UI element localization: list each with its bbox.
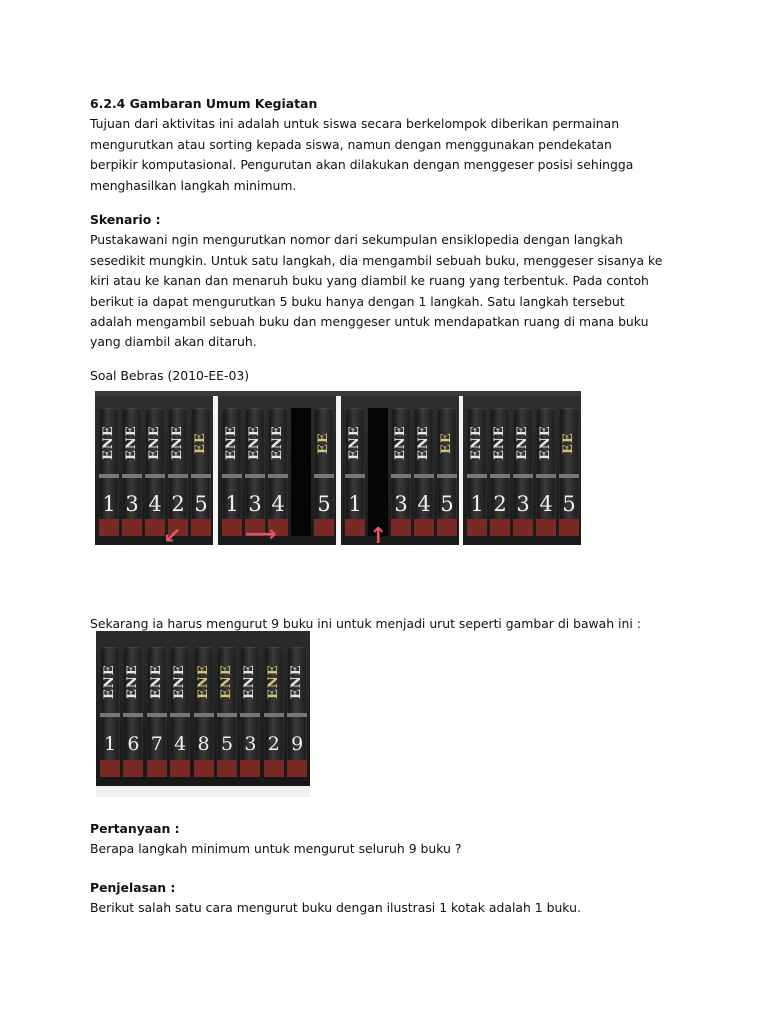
book-number: 2 [267, 733, 280, 755]
empty-slot [291, 408, 311, 536]
book-spine [345, 408, 365, 536]
spine-word: EE [316, 432, 331, 454]
spine-base [314, 519, 334, 536]
spine-word: ENE [224, 425, 239, 461]
book-spine [191, 408, 211, 536]
skenario-line: sesedikit mungkin. Untuk satu langkah, dia mengambil sebuah buku, menggeser sisanya ke [90, 252, 663, 268]
pertanyaan-text: Berapa langkah minimum untuk mengurut seluruh 9 buku ? [90, 841, 462, 857]
book-number: 3 [125, 492, 139, 516]
example-panel [463, 396, 581, 545]
spine-band [536, 474, 556, 478]
penjelasan-section [90, 878, 678, 919]
example-panel [95, 396, 213, 545]
book-spine [147, 647, 167, 777]
spine-word: ENE [195, 664, 211, 700]
spine-base [391, 519, 411, 536]
book-number: 1 [348, 492, 362, 516]
book-spine [467, 408, 487, 536]
spine-band [559, 474, 579, 478]
spine-base [513, 519, 533, 536]
book-number: 4 [148, 492, 162, 516]
spine-band [245, 474, 265, 478]
intro-line: berpikir komputasional. Pengurutan akan dilakukan dengan menggeser posisi sehingga [90, 157, 634, 173]
penjelasan-text: Berikut salah satu cara mengurut buku dengan ilustrasi 1 kotak adalah 1 buku. [90, 900, 581, 916]
spine-word: ENE [416, 425, 431, 461]
book-spine [314, 408, 334, 536]
intro-line: Tujuan dari aktivitas ini adalah untuk siswa secara berkelompok diberikan permainan [90, 116, 620, 132]
spine-band [490, 474, 510, 478]
intro-line: mengurutkan atau sorting kepada siswa, namun dengan menggunakan pendekatan [90, 136, 612, 152]
spine-word: EE [561, 432, 576, 454]
spine-word: EE [193, 432, 208, 454]
book-spine [245, 408, 265, 536]
book-spine [240, 647, 260, 777]
spine-word: ENE [242, 664, 258, 700]
spine-band [314, 474, 334, 478]
spine-base [123, 760, 143, 777]
spine-band [467, 474, 487, 478]
skenario-line: kiri atau ke kanan dan menaruh buku yang diambil ke ruang yang terbentuk. Pada contoh [90, 273, 649, 289]
spine-band [145, 474, 165, 478]
spine-band [168, 474, 188, 478]
spine-band [268, 474, 288, 478]
book-spine [536, 408, 556, 536]
spine-band [99, 474, 119, 478]
spine-word: ENE [148, 664, 164, 700]
penjelasan-heading: Penjelasan : [90, 880, 176, 895]
spine-base [222, 519, 242, 536]
book-spine [122, 408, 142, 536]
spine-word: ENE [101, 425, 116, 461]
spine-base [536, 519, 556, 536]
spine-band [123, 713, 143, 717]
spine-word: ENE [515, 425, 530, 461]
spine-band [217, 713, 237, 717]
spine-word: ENE [469, 425, 484, 461]
section-heading: 6.2.4 Gambaran Umum Kegiatan [90, 96, 318, 111]
nine-books-shelf [96, 631, 310, 786]
spine-word: ENE [289, 664, 305, 700]
nine-books-image [96, 631, 310, 797]
spine-band [222, 474, 242, 478]
book-number: 8 [197, 733, 210, 755]
spine-word: ENE [265, 664, 281, 700]
spine-band [437, 474, 457, 478]
spine-word: ENE [172, 664, 188, 700]
book-number: 1 [102, 492, 116, 516]
example-panel [341, 396, 459, 545]
book-spine [100, 647, 120, 777]
empty-slot [368, 408, 388, 536]
spine-word: ENE [538, 425, 553, 461]
book-spine [437, 408, 457, 536]
spine-band [122, 474, 142, 478]
spine-word: ENE [124, 425, 139, 461]
book-number: 3 [516, 492, 530, 516]
spine-word: ENE [219, 664, 234, 700]
spine-base [559, 519, 579, 536]
spine-word: ENE [492, 425, 507, 461]
spine-base [490, 519, 510, 536]
spine-word: ENE [247, 425, 262, 461]
book-number: 1 [470, 492, 484, 516]
book-number: 2 [171, 492, 185, 516]
spine-band [170, 713, 190, 717]
spine-band [414, 474, 434, 478]
spine-base [122, 519, 142, 536]
spine-band [100, 713, 120, 717]
book-spine [264, 647, 284, 777]
book-number: 4 [271, 492, 285, 516]
intro-section [90, 94, 678, 196]
soal-label [90, 366, 678, 386]
spine-base [217, 760, 237, 777]
spine-band [191, 474, 211, 478]
skenario-line: adalah mengambil sebuah buku dan menggeser untuk mendapatkan ruang di mana buku [90, 314, 649, 330]
spine-word: ENE [270, 425, 285, 461]
book-spine [391, 408, 411, 536]
book-number: 3 [394, 492, 408, 516]
spine-base [437, 519, 457, 536]
example-panel [218, 396, 336, 545]
spine-band [240, 713, 260, 717]
book-number: 5 [194, 492, 208, 516]
book-number: 3 [248, 492, 262, 516]
spine-base [414, 519, 434, 536]
spine-band [345, 474, 365, 478]
skenario-line: yang diambil akan ditaruh. [90, 334, 257, 350]
book-spine [123, 647, 143, 777]
skenario-line: Pustakawani ngin mengurutkan nomor dari sekumpulan ensiklopedia dengan langkah [90, 232, 623, 248]
spine-word: ENE [170, 425, 185, 461]
book-spine [268, 408, 288, 536]
book-spine [414, 408, 434, 536]
spine-band [147, 713, 167, 717]
spine-base [264, 760, 284, 777]
book-number: 1 [225, 492, 239, 516]
spine-base [287, 760, 307, 777]
book-number: 9 [291, 733, 304, 755]
spine-band [264, 713, 284, 717]
book-number: 4 [174, 733, 187, 755]
book-spine [287, 647, 307, 777]
move-arrow-icon: ↑ [369, 524, 388, 549]
spine-word: ENE [102, 664, 117, 700]
book-number: 2 [493, 492, 507, 516]
spine-band [194, 713, 214, 717]
move-arrow-icon: ⟶ [245, 522, 277, 547]
book-number: 4 [539, 492, 553, 516]
book-spine [513, 408, 533, 536]
spine-band [391, 474, 411, 478]
book-spine [194, 647, 214, 777]
example-bookshelf-image [95, 391, 581, 549]
pertanyaan-heading: Pertanyaan : [90, 821, 180, 836]
spine-band [513, 474, 533, 478]
book-spine [222, 408, 242, 536]
spine-base [147, 760, 167, 777]
pertanyaan-section [90, 819, 678, 860]
spine-base [99, 519, 119, 536]
spine-base [194, 760, 214, 777]
skenario-line: berikut ia dapat mengurutkan 5 buku hanya dengan 1 langkah. Satu langkah tersebut [90, 293, 625, 309]
book-spine [217, 647, 237, 777]
book-number: 7 [150, 733, 163, 755]
spine-base [145, 519, 165, 536]
spine-word: ENE [147, 425, 162, 461]
intro-line: menghasilkan langkah minimum. [90, 177, 297, 193]
book-spine [168, 408, 188, 536]
book-number: 5 [440, 492, 454, 516]
skenario-heading: Skenario : [90, 212, 161, 227]
spine-word: ENE [347, 425, 362, 461]
task-line-text: Sekarang ia harus mengurut 9 buku ini untuk menjadi urut seperti gambar di bawah ini : [90, 616, 641, 631]
book-spine [559, 408, 579, 536]
spine-base [100, 760, 120, 777]
spine-base [191, 519, 211, 536]
book-number: 3 [244, 733, 257, 755]
spine-base [240, 760, 260, 777]
book-number: 5 [562, 492, 576, 516]
spine-word: EE [439, 432, 454, 454]
spine-word: ENE [393, 425, 408, 461]
spine-base [345, 519, 365, 536]
spine-band [287, 713, 307, 717]
book-number: 4 [417, 492, 431, 516]
book-number: 5 [220, 733, 234, 755]
book-spine [145, 408, 165, 536]
book-spine [490, 408, 510, 536]
book-number: 6 [127, 733, 140, 755]
book-spine [170, 647, 190, 777]
book-number: 1 [103, 733, 117, 755]
book-number: 5 [317, 492, 331, 516]
skenario-section [90, 210, 678, 353]
book-spine [99, 408, 119, 536]
spine-word: ENE [125, 664, 141, 700]
soal-label-text: Soal Bebras (2010-EE-03) [90, 368, 250, 383]
spine-base [467, 519, 487, 536]
spine-base [170, 760, 190, 777]
move-arrow-icon: ↙ [163, 524, 182, 549]
